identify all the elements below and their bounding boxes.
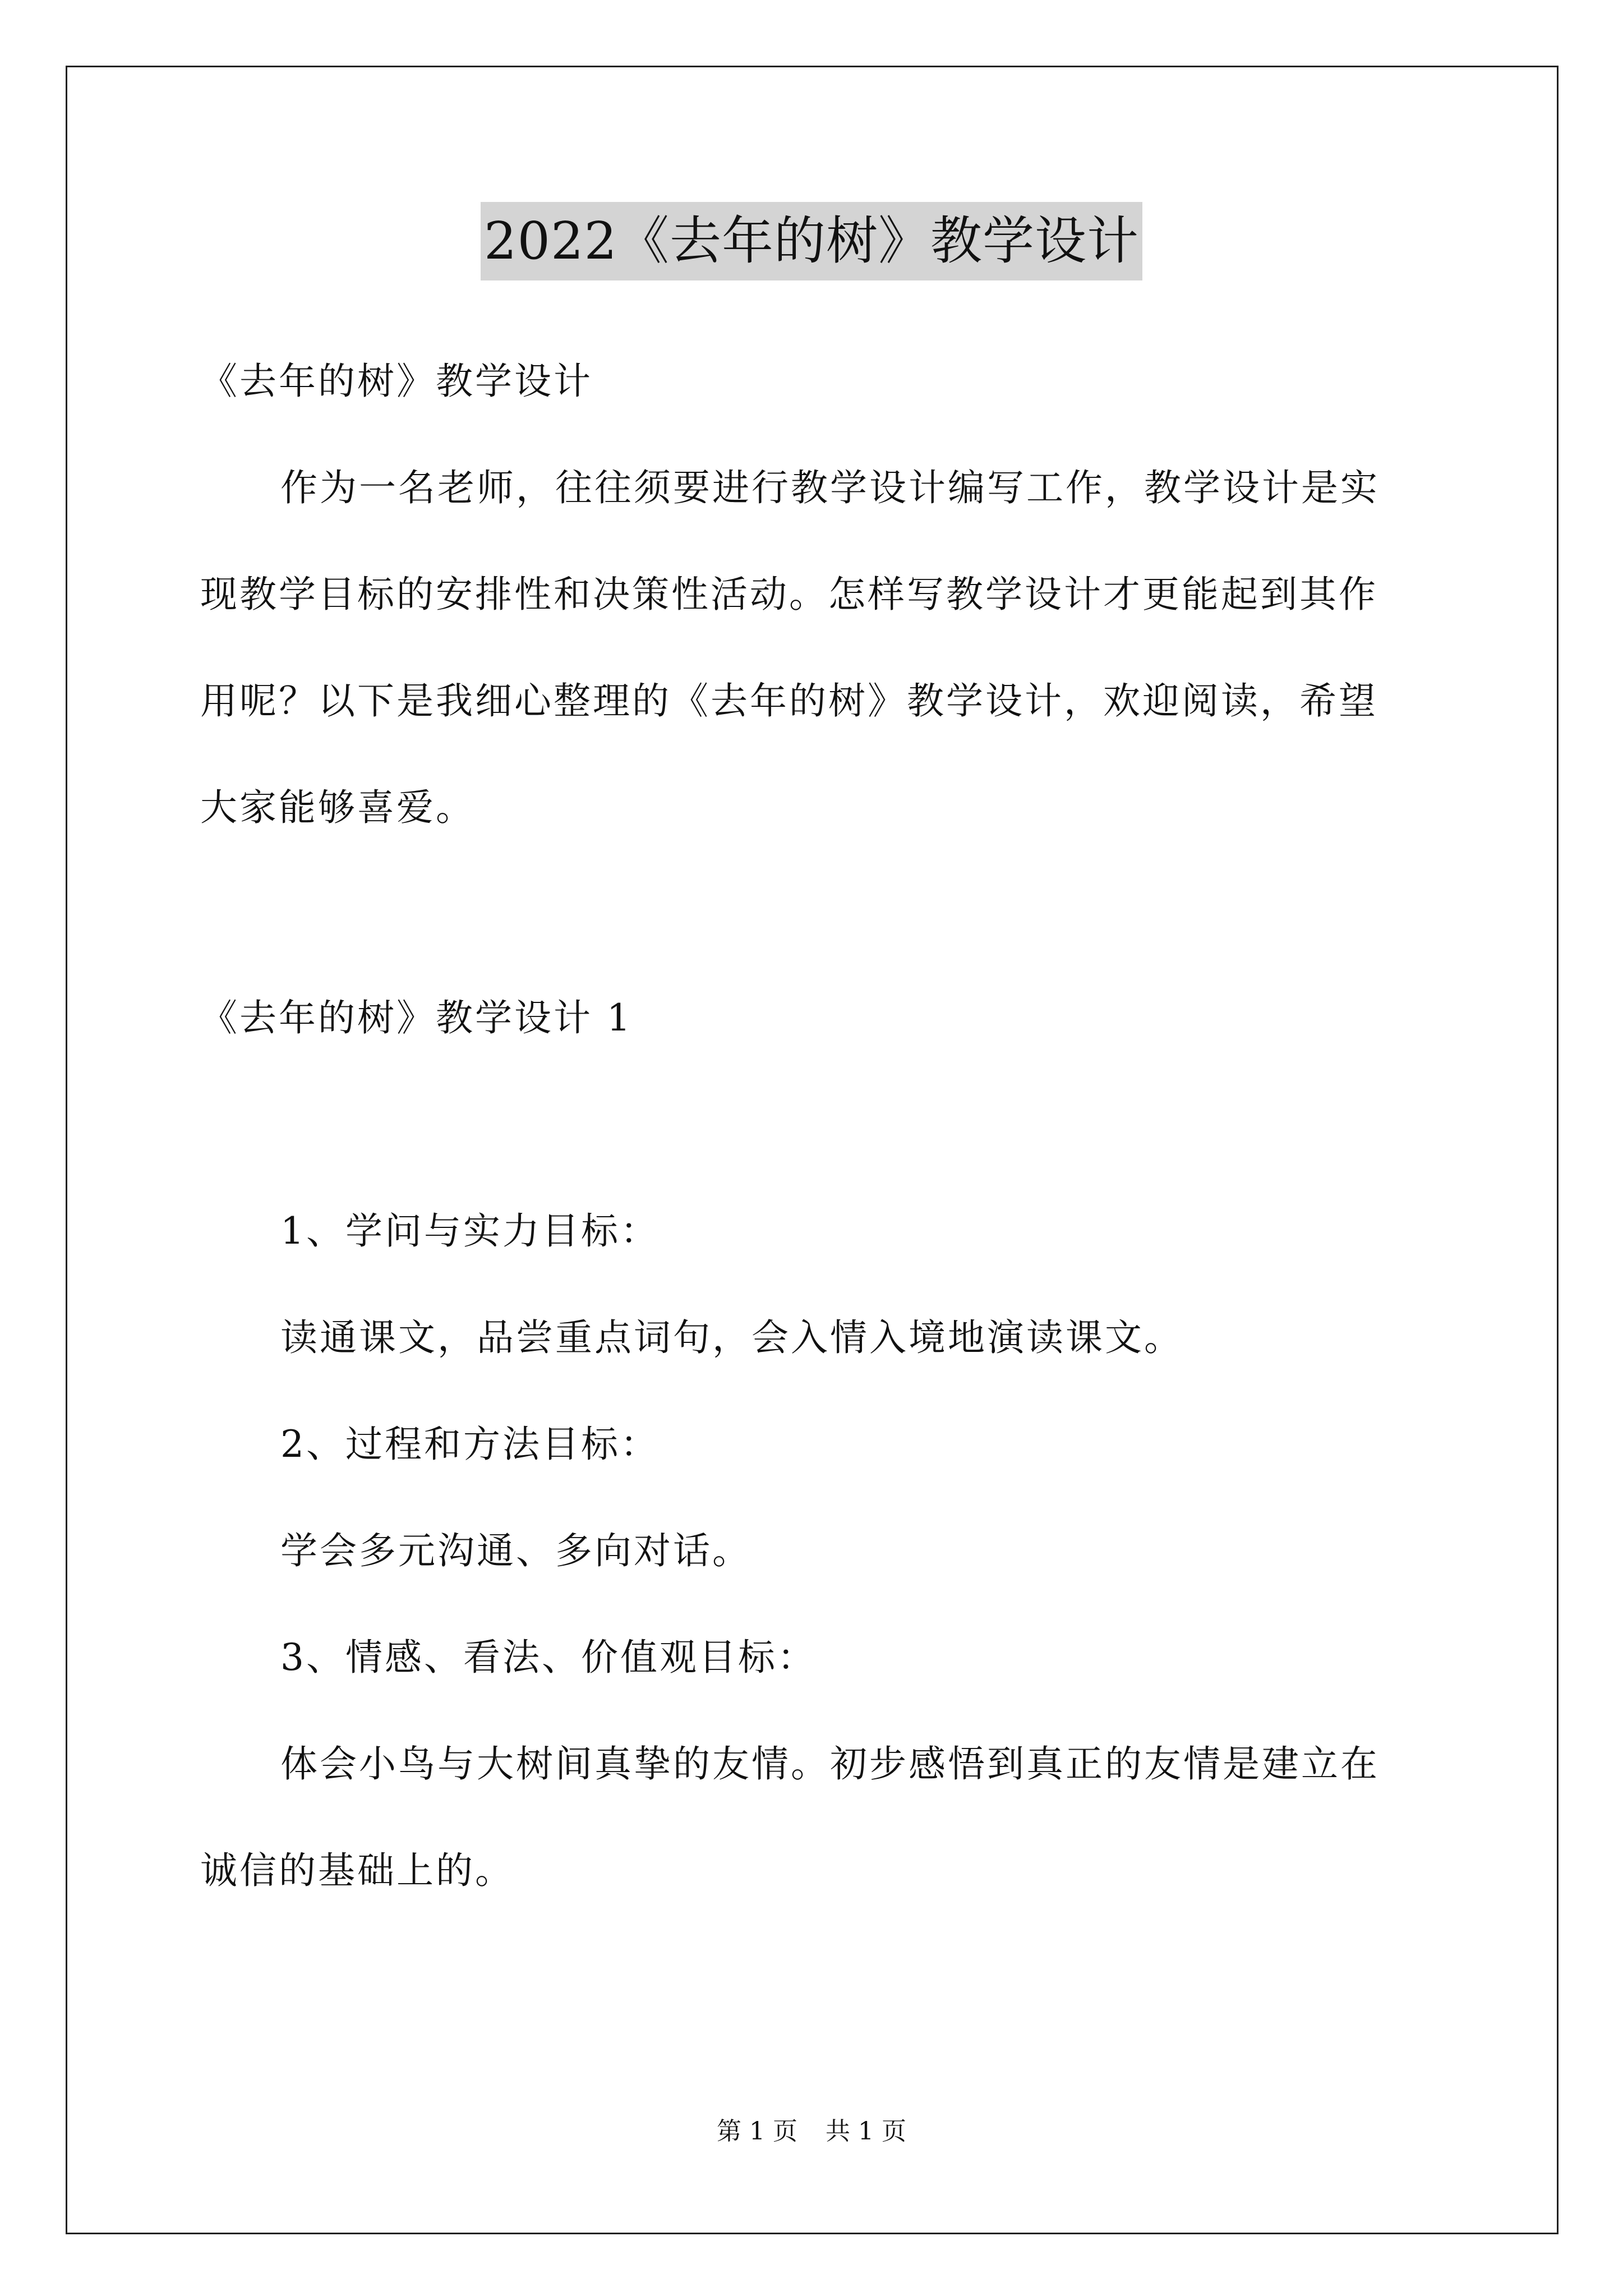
objective-1-text: 读通课文，品尝重点词句，会入情入境地演读课文。 xyxy=(280,1316,1183,1359)
objective-2-heading: 2、过程和方法目标： xyxy=(280,1423,660,1466)
objective-2-text: 学会多元沟通、多向对话。 xyxy=(280,1529,751,1572)
objective-3-heading: 3、情感、看法、价值观目标： xyxy=(280,1636,817,1679)
intro-line-1: 作为一名老师，往往须要进行教学设计编写工作，教学设计是实 xyxy=(280,466,1380,509)
page-number-current: 第 1 页 xyxy=(717,2117,797,2146)
page-footer xyxy=(0,2115,1623,2148)
document-subtitle: 《去年的树》教学设计 xyxy=(200,360,593,403)
intro-line-4: 大家能够喜爱。 xyxy=(200,786,475,829)
document-title: 2022《去年的树》教学设计 xyxy=(481,202,1142,280)
intro-line-3: 用呢？以下是我细心整理的《去年的树》教学设计，欢迎阅读，希望 xyxy=(200,679,1378,723)
intro-line-2: 现教学目标的安排性和决策性活动。怎样写教学设计才更能起到其作 xyxy=(200,573,1378,616)
objective-1-heading: 1、学问与实力目标： xyxy=(280,1209,660,1253)
title-container xyxy=(0,202,1623,280)
page-number-total: 共 1 页 xyxy=(826,2117,906,2146)
closing-line-2: 诚信的基础上的。 xyxy=(200,1849,514,1892)
closing-line-1: 体会小鸟与大树间真挚的友情。初步感悟到真正的友情是建立在 xyxy=(280,1742,1380,1786)
section-heading: 《去年的树》教学设计 1 xyxy=(200,996,633,1039)
